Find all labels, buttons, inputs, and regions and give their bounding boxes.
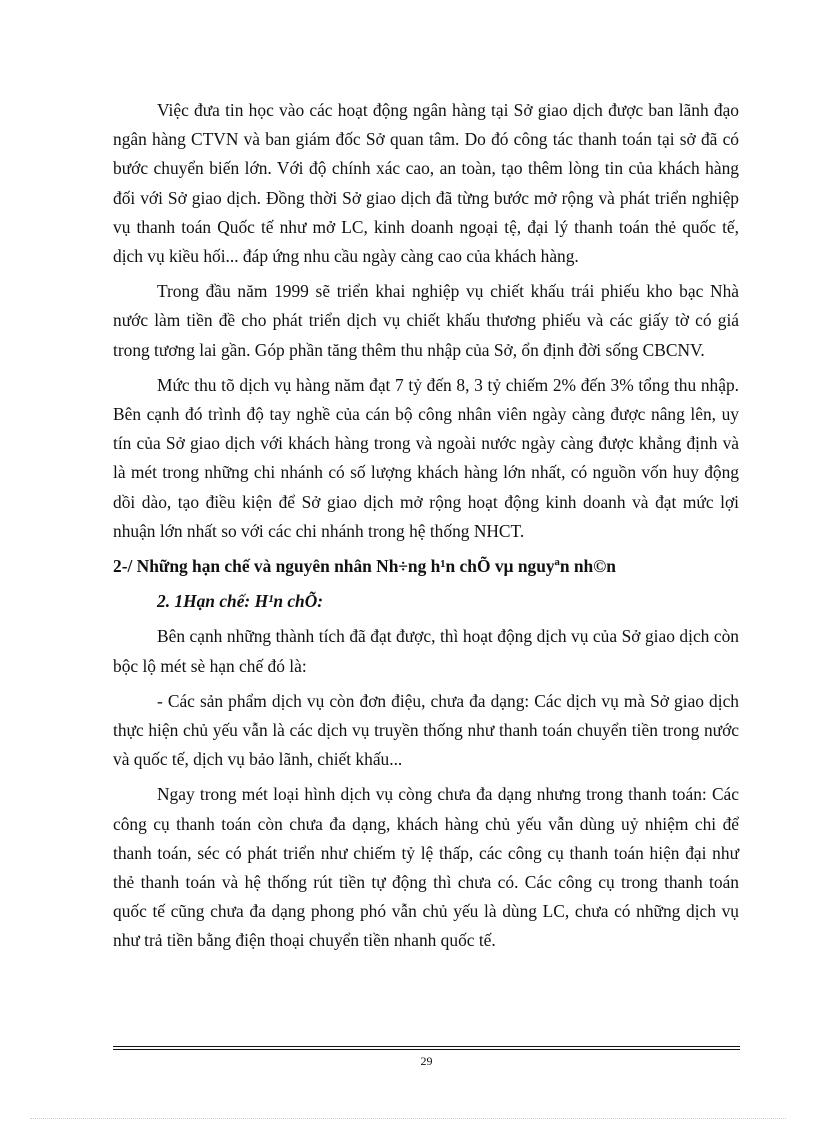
- body-paragraph: Mức thu tõ dịch vụ hàng năm đạt 7 tỷ đến 8, 3 tỷ chiếm 2% đến 3% tổng thu nhập. Bên cạnh đó trình độ tay nghề của cán bộ công nhân viên ngày càng được nâng lên, uy tín của Sở giao dịch với khách hàng trong và ngoài nước ngày càng được khẳng định và là mét trong những chi nhánh có số lượng khách hàng lớn nhất, có nguồn vốn huy động dồi dào, tạo điều kiện để Sở giao dịch mở rộng hoạt động kinh doanh và đạt mức lợi nhuận lớn nhất so với các chi nhánh trong hệ thống NHCT.: [113, 374, 739, 541]
- body-paragraph: Bên cạnh những thành tích đã đạt được, thì hoạt động dịch vụ của Sở giao dịch còn bộc lộ mét sè hạn chế đó là:: [113, 626, 739, 676]
- body-paragraph: Trong đầu năm 1999 sẽ triển khai nghiệp vụ chiết khấu trái phiếu kho bạc Nhà nước làm tiền đề cho phát triển dịch vụ chiết khấu thương phiếu và các giấy tờ có giá trong tương lai gần. Góp phần tăng thêm thu nhập của Sở, ổn định đời sống CBCNV.: [113, 281, 739, 360]
- body-paragraph: Việc đưa tin học vào các hoạt động ngân hàng tại Sở giao dịch được ban lãnh đạo ngân hàng CTVN và ban giám đốc Sở quan tâm. Do đó công tác thanh toán tại sở đã có bước chuyển biến lớn. Với độ chính xác cao, an toàn, tạo thêm lòng tin của khách hàng đối với Sở giao dịch. Đồng thời Sở giao dịch đã từng bước mở rộng và phát triển nghiệp vụ thanh toán Quốc tế như mở LC, kinh doanh ngoại tệ, đại lý thanh toán thẻ quốc tế, dịch vụ kiều hối... đáp ứng nhu cầu ngày càng cao của khách hàng.: [113, 100, 739, 267]
- subsection-heading: 2. 1Hạn chế: H¹n chÕ:: [157, 591, 324, 612]
- page-edge-dotted-line: [30, 1118, 786, 1119]
- section-heading: 2-/ Những hạn chế và nguyên nhân Nh÷ng h¹n chÕ vµ nguyªn nh©n: [113, 556, 616, 577]
- footer-divider: [113, 1046, 740, 1050]
- body-paragraph: Ngay trong mét loại hình dịch vụ còng chưa đa dạng nhưng trong thanh toán: Các công cụ thanh toán còn chưa đa dạng, khách hàng chủ yếu vẫn dùng uỷ nhiệm chi để thanh toán, séc có phát triển như chiếm tỷ lệ thấp, các công cụ thanh toán hiện đại như thẻ thanh toán và hệ thống rút tiền tự động thì chưa có. Các công cụ trong thanh toán quốc tế cũng chưa đa dạng phong phó vẫn chủ yếu là dùng LC, chưa có những dịch vụ như trả tiền bằng điện thoại chuyển tiền nhanh quốc tế.: [113, 784, 739, 951]
- page-number: 29: [420, 1054, 433, 1068]
- page-body: [113, 96, 739, 962]
- list-item: - Các sản phẩm dịch vụ còn đơn điệu, chưa đa dạng: Các dịch vụ mà Sở giao dịch thực hiện chủ yếu vẫn là các dịch vụ truyền thống như thanh toán chuyển tiền trong nước và quốc tế, dịch vụ bảo lãnh, chiết khấu...: [113, 690, 739, 770]
